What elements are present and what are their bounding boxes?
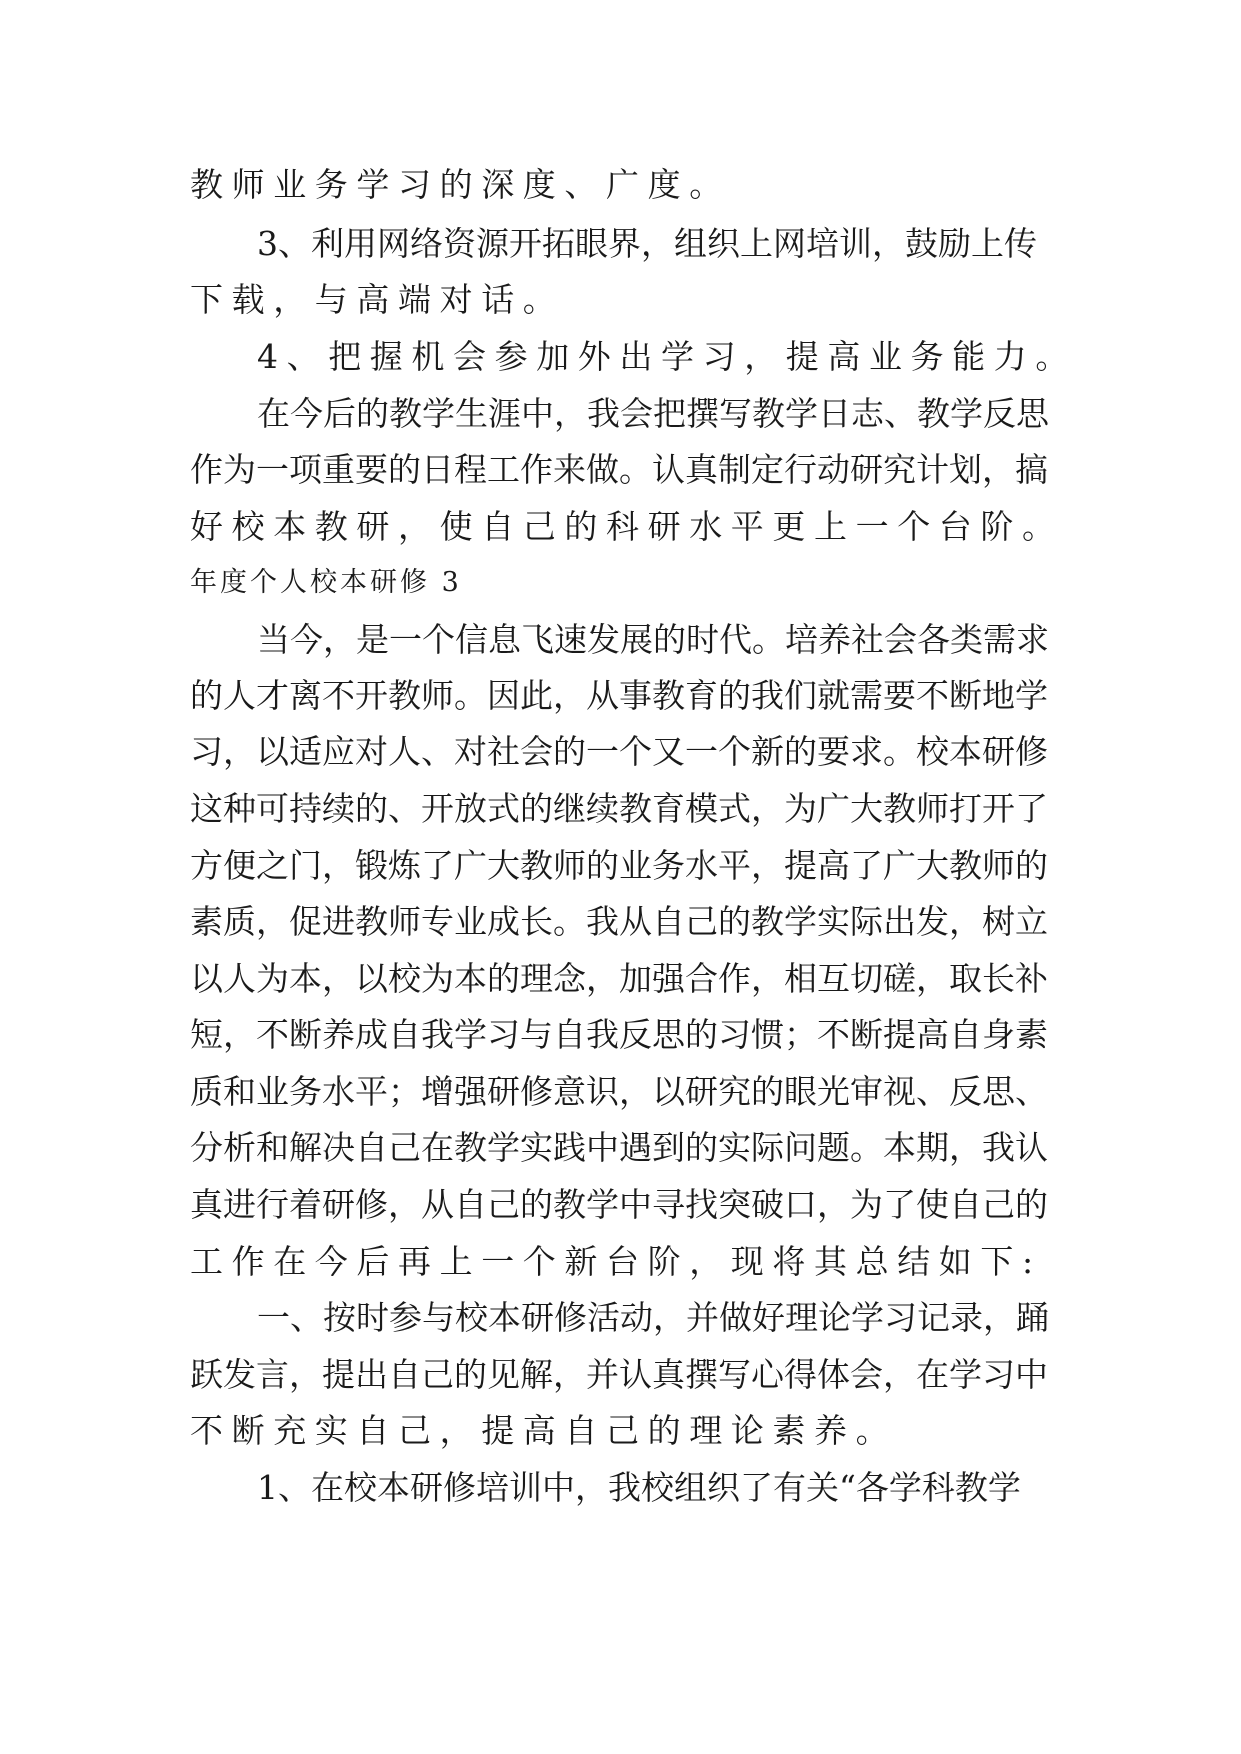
body-text-line: 作为一项重要的日程工作来做。认真制定行动研究计划，搞 [190,450,1048,489]
body-text-line: 素质，促进教师专业成长。我从自己的教学实际出发，树立 [190,902,1048,941]
body-text-line: 方便之门，锻炼了广大教师的业务水平，提高了广大教师的 [190,846,1048,885]
list-item-3-line: 3、利用网络资源开拓眼界，组织上网培训，鼓励上传 [257,224,1037,263]
list-item-1-line: 1、在校本研修培训中，我校组织了有关“各学科教学 [257,1468,1021,1507]
paragraph-start-line: 一、按时参与校本研修活动，并做好理论学习记录，踊 [257,1298,1049,1337]
list-item-4-line: 4、把握机会参加外出学习，提高业务能力。 [257,337,1077,376]
body-text-line: 的人才离不开教师。因此，从事教育的我们就需要不断地学 [190,676,1048,715]
body-text-line: 以人为本，以校为本的理念，加强合作，相互切磋，取长补 [190,959,1048,998]
body-text-line: 短，不断养成自我学习与自我反思的习惯；不断提高自身素 [190,1015,1048,1054]
section-heading: 年度个人校本研修 3 [190,567,462,598]
body-text-line: 分析和解决自己在教学实践中遇到的实际问题。本期，我认 [190,1128,1048,1167]
body-text-line: 下载，与高端对话。 [190,280,565,319]
body-text-line: 真进行着研修，从自己的教学中寻找突破口，为了使自己的 [190,1185,1048,1224]
body-text-line: 工作在今后再上一个新台阶，现将其总结如下: [190,1242,1042,1281]
paragraph-start-line: 当今，是一个信息飞速发展的时代。培养社会各类需求 [257,620,1049,659]
body-text-line: 不断充实自己，提高自己的理论素养。 [190,1411,898,1450]
body-text-line: 教师业务学习的深度、广度。 [190,165,731,204]
body-text-line: 质和业务水平；增强研修意识，以研究的眼光审视、反思、 [190,1072,1048,1111]
paragraph-start-line: 在今后的教学生涯中，我会把撰写教学日志、教学反思 [257,394,1049,433]
body-text-line: 好校本教研，使自己的科研水平更上一个台阶。 [190,507,1064,546]
body-text-line: 这种可持续的、开放式的继续教育模式，为广大教师打开了 [190,789,1048,828]
body-text-line: 跃发言，提出自己的见解，并认真撰写心得体会，在学习中 [190,1355,1048,1394]
body-text-line: 习，以适应对人、对社会的一个又一个新的要求。校本研修 [190,732,1048,771]
